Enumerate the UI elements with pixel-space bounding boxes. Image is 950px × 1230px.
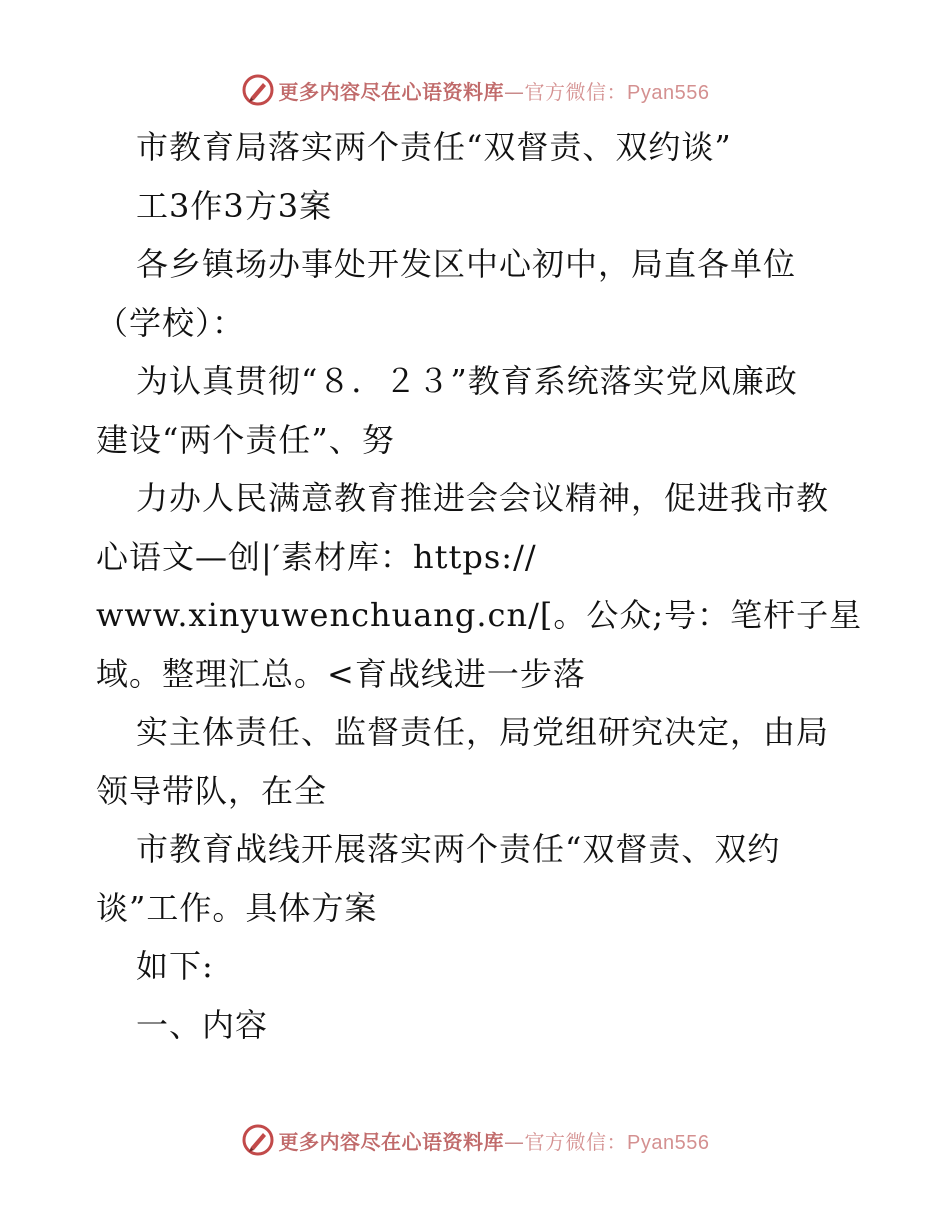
paragraph-2-line-4: 域。整理汇总。<育战线进一步落 — [96, 654, 586, 693]
paragraph-2-line-3: www.xinyuwenchuang.cn/[。公众;号：笔杆子星 — [96, 596, 863, 634]
paragraph-5-line-1: 如下: — [136, 947, 214, 985]
paragraph-4-line-2: 谈”工作。具体方案 — [96, 888, 378, 927]
pen-logo-icon — [241, 73, 275, 107]
pen-logo-icon — [241, 1123, 275, 1157]
section-heading-1: 一、内容 — [136, 1005, 269, 1044]
banner-text — [279, 1126, 710, 1155]
addressee-line-2: （学校）： — [96, 303, 246, 342]
doc-title-line-2: 工3作3方3案 — [136, 186, 333, 225]
doc-title-line-1: 市教育局落实两个责任“双督责、双约谈” — [136, 128, 732, 166]
paragraph-3-line-2: 领导带队，在全 — [96, 771, 328, 810]
banner-slogan: 更多内容尽在心语资料库 — [278, 79, 505, 104]
header-banner — [0, 70, 950, 110]
paragraph-1-line-1: 为认真贯彻“８．２３”教育系统落实党风廉政 — [136, 362, 798, 400]
banner-dash: — — [504, 1129, 525, 1154]
banner-text — [279, 76, 710, 105]
paragraph-1-line-2: 建设“两个责任”、努 — [96, 420, 395, 459]
footer-banner — [0, 1120, 950, 1160]
banner-slogan: 更多内容尽在心语资料库 — [278, 1129, 505, 1154]
paragraph-3-line-1: 实主体责任、监督责任，局党组研究决定，由局 — [136, 713, 830, 751]
addressee-line-1: 各乡镇场办事处开发区中心初中，局直各单位 — [136, 245, 797, 283]
paragraph-2-line-1: 力办人民满意教育推进会会议精神，促进我市教 — [136, 479, 830, 517]
banner-wechat-id: Pyan556 — [627, 81, 710, 104]
banner-wechat-label: 官方微信： — [524, 79, 628, 104]
banner-wechat-label: 官方微信： — [524, 1129, 628, 1154]
paragraph-4-line-1: 市教育战线开展落实两个责任“双督责、双约 — [136, 830, 781, 868]
paragraph-2-line-2: 心语文—创|′素材库：https:// — [96, 537, 537, 576]
banner-wechat-id: Pyan556 — [627, 1131, 710, 1154]
document-body — [96, 118, 876, 1054]
banner-dash: — — [504, 79, 525, 104]
